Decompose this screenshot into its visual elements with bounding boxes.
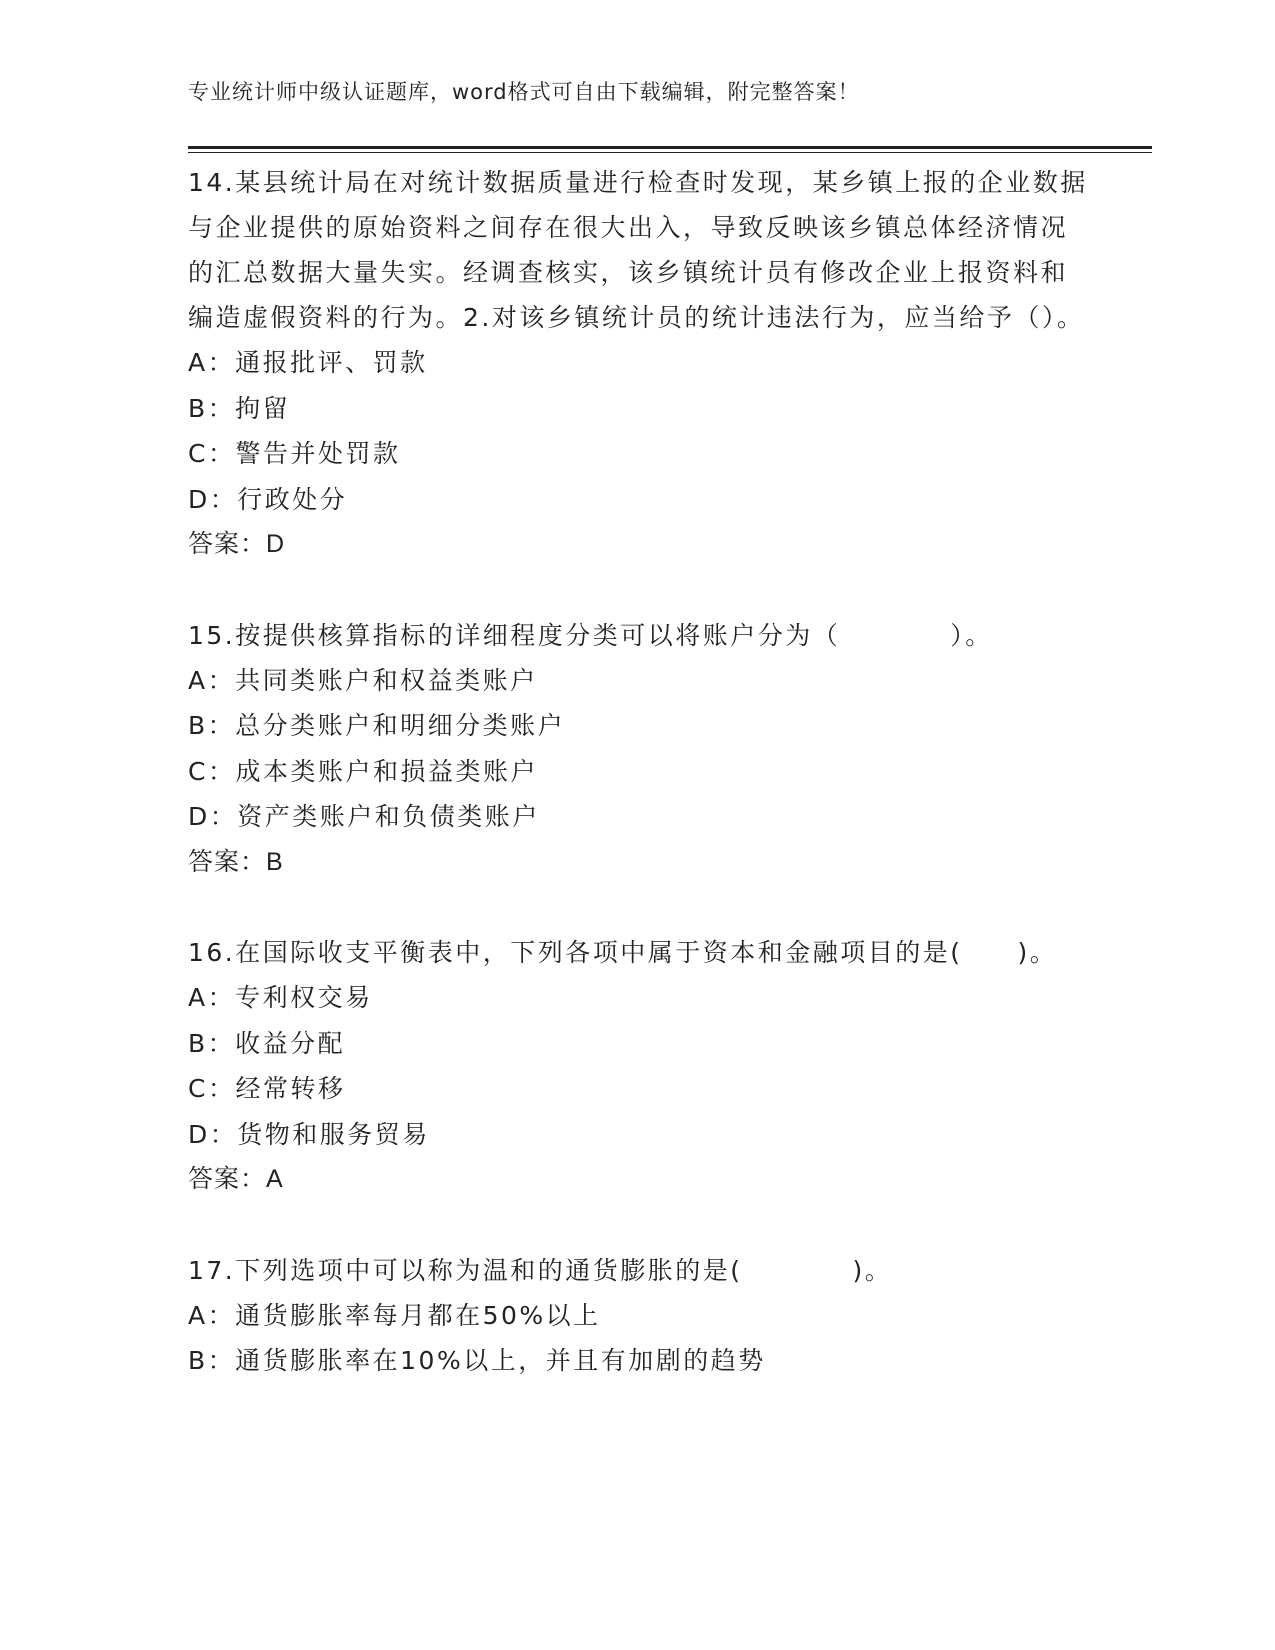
- option-a: A：通货膨胀率每月都在50%以上: [188, 1300, 601, 1330]
- option-d: D：资产类账户和负债类账户: [188, 802, 540, 831]
- option-b: B：拘留: [188, 393, 291, 423]
- option-b: B：收益分配: [188, 1028, 346, 1058]
- header-rule-thin: [188, 152, 1152, 153]
- option-d: D：货物和服务贸易: [188, 1119, 430, 1149]
- question-stem: 14.某县统计局在对统计数据质量进行检查时发现，某乡镇上报的企业数据与企业提供的原始资料之间存在很大出入，导致反映该乡镇总体经济情况的汇总数据大量失实。经调查核实，该乡镇统计员有修改企业上报资料和编造虚假资料的行为。2.对该乡镇统计员的统计违法行为，应当给予（）。: [188, 168, 1088, 332]
- question-17: [188, 1248, 1088, 1384]
- page-header: 专业统计师中级认证题库，word格式可自由下载编辑，附完整答案！: [188, 80, 860, 104]
- answer-line: 答案：D: [188, 530, 286, 558]
- option-c: C：成本类账户和损益类账户: [188, 756, 538, 786]
- question-16: [188, 930, 1088, 1203]
- header-rule-thick: [188, 146, 1152, 149]
- question-stem: 16.在国际收支平衡表中，下列各项中属于资本和金融项目的是( )。: [188, 938, 1058, 967]
- answer-line: 答案：A: [188, 1165, 284, 1193]
- option-a: A：专利权交易: [188, 983, 373, 1012]
- option-d: D：行政处分: [188, 484, 348, 514]
- option-c: C：警告并处罚款: [188, 439, 401, 468]
- option-a: A：共同类账户和权益类账户: [188, 665, 538, 695]
- question-list: [188, 160, 1088, 1384]
- option-b: B：通货膨胀率在10%以上，并且有加剧的趋势: [188, 1346, 766, 1375]
- option-a: A：通报批评、罚款: [188, 348, 428, 377]
- question-15: [188, 613, 1088, 886]
- question-stem: 15.按提供核算指标的详细程度分类可以将账户分为（ ）。: [188, 620, 993, 650]
- option-b: B：总分类账户和明细分类账户: [188, 711, 566, 740]
- option-c: C：经常转移: [188, 1074, 346, 1103]
- question-stem: 17.下列选项中可以称为温和的通货膨胀的是( )。: [188, 1255, 893, 1285]
- question-14: [188, 160, 1088, 568]
- answer-line: 答案：B: [188, 847, 284, 876]
